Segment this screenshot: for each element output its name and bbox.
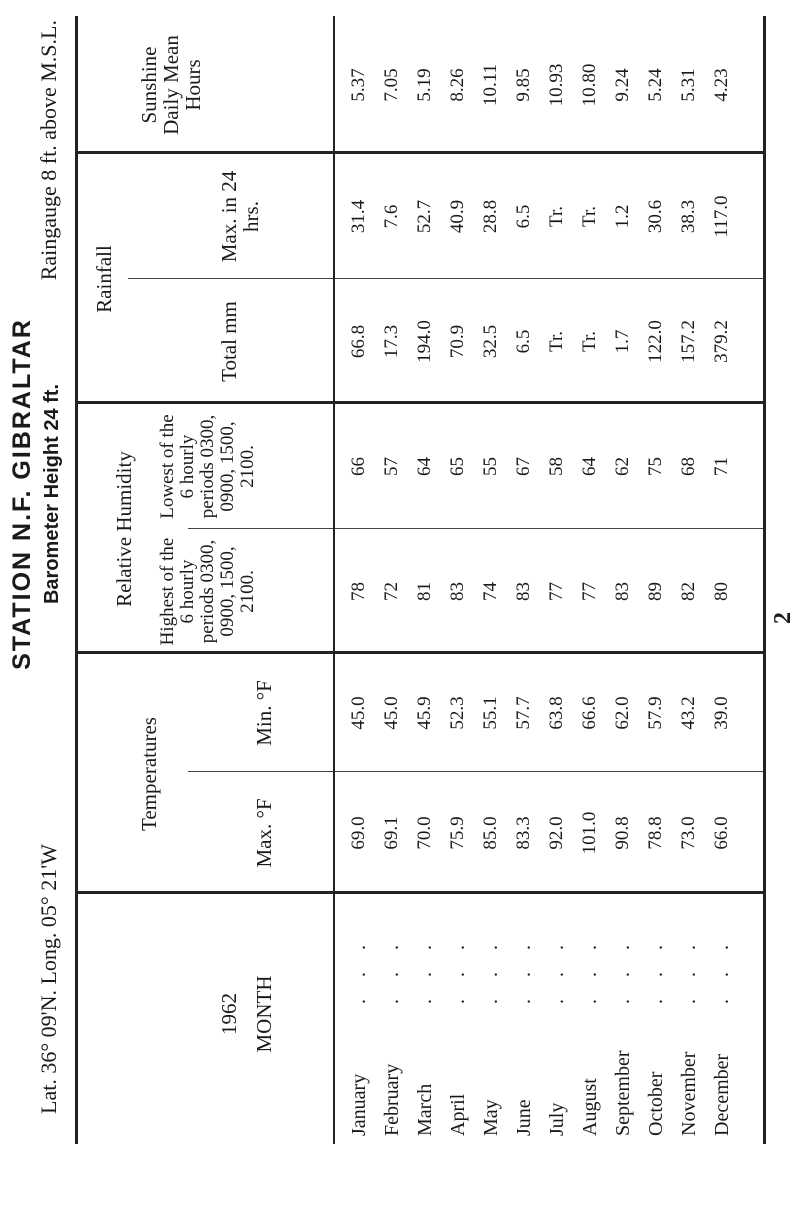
sunshine-cell: 9.85	[513, 68, 534, 102]
humidity-high-cell: 72	[381, 582, 402, 601]
min-temp-cell: 52.3	[447, 696, 468, 730]
humidity-high-cell: 74	[480, 582, 501, 601]
humidity-high-cell: 89	[645, 582, 666, 601]
humidity-low-cell: 75	[645, 457, 666, 476]
rain-max-cell: 1.2	[612, 204, 633, 229]
sunshine-cell: 8.26	[447, 68, 468, 102]
max-temp-cell: 70.0	[414, 816, 435, 850]
month-cell: October	[645, 1071, 667, 1136]
leader-dots: ...	[414, 923, 436, 1004]
rain-max-cell: Tr.	[546, 206, 567, 227]
rain-max-cell: 40.9	[447, 199, 468, 234]
humidity-high-cell: 80	[711, 582, 732, 601]
rain-max-cell: 6.5	[513, 204, 534, 229]
sunshine-cell: 10.93	[546, 63, 567, 107]
rain-max-cell: 7.6	[381, 204, 402, 229]
rain-total-cell: 17.3	[381, 324, 402, 359]
min-temp-cell: 39.0	[711, 696, 732, 730]
leader-dots: ...	[513, 923, 535, 1004]
month-cell: January	[348, 1073, 370, 1136]
sunshine-cell: 5.19	[414, 68, 435, 102]
rain-total-cell: 122.0	[645, 320, 666, 363]
sunshine-cell: 10.80	[579, 63, 600, 107]
page-number: 2	[770, 612, 796, 624]
rain-total-cell: 66.8	[348, 324, 369, 359]
divider-total-max	[128, 278, 763, 279]
leader-dots: ...	[645, 923, 667, 1004]
sunshine-header: Sunshine Daily Mean Hours	[137, 35, 206, 135]
humidity-high-cell: 77	[579, 582, 600, 601]
min-temp-cell: 57.9	[645, 696, 666, 730]
rain-max-cell: Tr.	[579, 206, 600, 227]
rain-total-cell: 379.2	[711, 320, 732, 363]
rain-total-header: Total mm	[217, 301, 241, 382]
rain-max-cell: 30.6	[645, 199, 666, 234]
rain-total-cell: 32.5	[480, 324, 501, 359]
climate-table	[75, 16, 766, 1144]
rain-max-cell: 28.8	[480, 199, 501, 234]
barometer-height: Barometer Height 24 ft.	[41, 383, 63, 605]
humidity-lowest-header: Lowest of the 6 hourly periods 0300, 0900, 1500, 2100.	[157, 414, 258, 519]
max-temp-cell: 75.9	[447, 816, 468, 850]
month-cell: February	[381, 1063, 403, 1136]
page-header	[8, 20, 68, 1114]
rain-max-header: Max. in 24 hrs.	[217, 170, 264, 263]
raingauge-height: Raingauge 8 ft. above M.S.L.	[36, 20, 61, 281]
humidity-low-cell: 57	[381, 457, 402, 476]
rain-max-cell: 31.4	[348, 199, 369, 234]
max-temp-cell: 69.1	[381, 816, 402, 850]
rain-total-cell: 70.9	[447, 324, 468, 359]
humidity-low-cell: 55	[480, 457, 501, 476]
leader-dots: ...	[381, 923, 403, 1004]
max-temp-cell: 66.0	[711, 816, 732, 850]
min-temp-cell: 57.7	[513, 696, 534, 730]
header-rule	[333, 16, 335, 1144]
leader-dots: ...	[480, 923, 502, 1004]
max-temp-cell: 69.0	[348, 816, 369, 850]
max-temp-header: Max. °F	[252, 798, 276, 868]
month-cell: March	[414, 1083, 436, 1136]
max-temp-cell: 73.0	[678, 816, 699, 850]
max-temp-cell: 101.0	[579, 811, 600, 855]
humidity-high-cell: 81	[414, 582, 435, 601]
humidity-high-cell: 82	[678, 582, 699, 601]
rain-max-cell: 38.3	[678, 199, 699, 234]
location-coordinates: Lat. 36° 09'N. Long. 05° 21'W	[36, 844, 61, 1114]
sunshine-cell: 5.37	[348, 68, 369, 102]
month-header: MONTH	[252, 975, 276, 1053]
humidity-high-cell: 83	[447, 582, 468, 601]
month-cell: May	[480, 1099, 502, 1136]
temperatures-header: Temperatures	[137, 717, 161, 831]
rain-total-cell: Tr.	[579, 331, 600, 352]
month-cell: April	[447, 1093, 469, 1136]
min-temp-cell: 66.6	[579, 696, 600, 730]
month-cell: September	[612, 1050, 634, 1136]
sunshine-cell: 10.11	[480, 63, 501, 107]
rain-total-cell: 1.7	[612, 329, 633, 354]
sunshine-cell: 4.23	[711, 68, 732, 102]
humidity-high-cell: 78	[348, 582, 369, 601]
humidity-low-cell: 64	[414, 457, 435, 476]
min-temp-header: Min. °F	[252, 680, 276, 746]
humidity-low-cell: 66	[348, 457, 369, 476]
rain-total-cell: 157.2	[678, 320, 699, 363]
leader-dots: ...	[579, 923, 601, 1004]
sunshine-cell: 9.24	[612, 68, 633, 102]
rain-total-cell: 6.5	[513, 329, 534, 354]
humidity-low-cell: 64	[579, 457, 600, 476]
min-temp-cell: 45.9	[414, 696, 435, 730]
station-title: STATION N.F. GIBRALTAR	[8, 318, 36, 670]
month-cell: August	[579, 1078, 601, 1136]
leader-dots: ...	[348, 923, 370, 1004]
leader-dots: ...	[612, 923, 634, 1004]
month-cell: November	[678, 1051, 700, 1136]
max-temp-cell: 78.8	[645, 816, 666, 850]
humidity-highest-header: Highest of the 6 hourly periods 0300, 0900, 1500, 2100.	[157, 537, 258, 646]
max-temp-cell: 90.8	[612, 816, 633, 850]
month-cell: June	[513, 1099, 535, 1136]
sunshine-cell: 7.05	[381, 68, 402, 102]
leader-dots: ...	[678, 923, 700, 1004]
month-cell: December	[711, 1053, 733, 1136]
max-temp-cell: 83.3	[513, 816, 534, 850]
sunshine-cell: 5.31	[678, 68, 699, 102]
rain-total-cell: 194.0	[414, 320, 435, 363]
month-cell: July	[546, 1102, 568, 1136]
min-temp-cell: 62.0	[612, 696, 633, 730]
leader-dots: ...	[546, 923, 568, 1004]
humidity-header: Relative Humidity	[112, 451, 136, 607]
min-temp-cell: 63.8	[546, 696, 567, 730]
rain-max-cell: 52.7	[414, 199, 435, 234]
divider-high-low	[188, 528, 763, 529]
max-temp-cell: 85.0	[480, 816, 501, 850]
leader-dots: ...	[711, 923, 733, 1004]
min-temp-cell: 43.2	[678, 696, 699, 730]
year-label: 1962	[217, 993, 241, 1035]
humidity-high-cell: 77	[546, 582, 567, 601]
min-temp-cell: 45.0	[348, 696, 369, 730]
humidity-high-cell: 83	[612, 582, 633, 601]
rainfall-header: Rainfall	[92, 245, 116, 313]
rain-total-cell: Tr.	[546, 331, 567, 352]
min-temp-cell: 55.1	[480, 696, 501, 730]
humidity-high-cell: 83	[513, 582, 534, 601]
sunshine-cell: 5.24	[645, 68, 666, 102]
rain-max-cell: 117.0	[711, 195, 732, 238]
humidity-low-cell: 68	[678, 457, 699, 476]
humidity-low-cell: 71	[711, 457, 732, 476]
min-temp-cell: 45.0	[381, 696, 402, 730]
max-temp-cell: 92.0	[546, 816, 567, 850]
humidity-low-cell: 58	[546, 457, 567, 476]
humidity-low-cell: 62	[612, 457, 633, 476]
humidity-low-cell: 65	[447, 457, 468, 476]
leader-dots: ...	[447, 923, 469, 1004]
humidity-low-cell: 67	[513, 457, 534, 476]
